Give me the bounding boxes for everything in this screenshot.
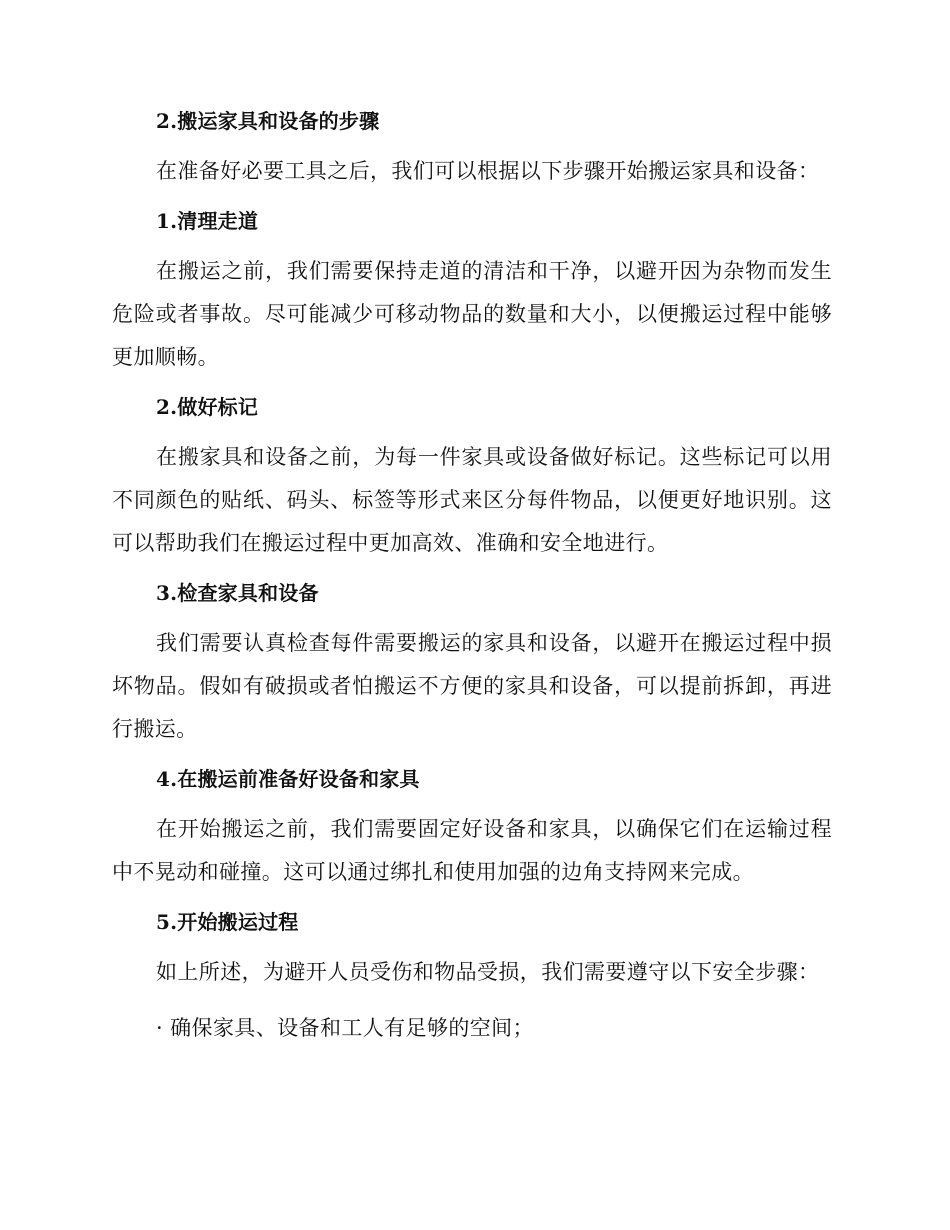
paragraph: 在搬家具和设备之前，为每一件家具或设备做好标记。这些标记可以用不同颜色的贴纸、码头、标签等形式来区分每件物品，以便更好地识别。这可以帮助我们在搬运过程中更加高效、准确和安全地进行。 (112, 445, 832, 555)
step-heading-start-moving: 5.开始搬运过程 (156, 910, 299, 934)
step-heading-marking: 2.做好标记 (156, 395, 259, 419)
document-page (112, 106, 832, 1050)
step-heading-clear-aisle: 1.清理走道 (156, 209, 259, 233)
paragraph: 如上所述，为避开人员受伤和物品受损，我们需要遵守以下安全步骤： (156, 960, 820, 984)
bullet-item: · 确保家具、设备和工人有足够的空间； (156, 1016, 534, 1040)
step-heading-prepare: 4.在搬运前准备好设备和家具 (156, 767, 420, 791)
paragraph: 在搬运之前，我们需要保持走道的清洁和干净，以避开因为杂物而发生危险或者事故。尽可能减少可移动物品的数量和大小，以便搬运过程中能够更加顺畅。 (112, 259, 832, 369)
paragraph: 在准备好必要工具之后，我们可以根据以下步骤开始搬运家具和设备： (156, 159, 820, 183)
section-heading: 2.搬运家具和设备的步骤 (156, 109, 380, 133)
step-heading-inspect: 3.检查家具和设备 (156, 581, 319, 605)
paragraph: 我们需要认真检查每件需要搬运的家具和设备，以避开在搬运过程中损坏物品。假如有破损或者怕搬运不方便的家具和设备，可以提前拆卸，再进行搬运。 (112, 631, 832, 741)
paragraph: 在开始搬运之前，我们需要固定好设备和家具，以确保它们在运输过程中不晃动和碰撞。这可以通过绑扎和使用加强的边角支持网来完成。 (112, 817, 832, 884)
